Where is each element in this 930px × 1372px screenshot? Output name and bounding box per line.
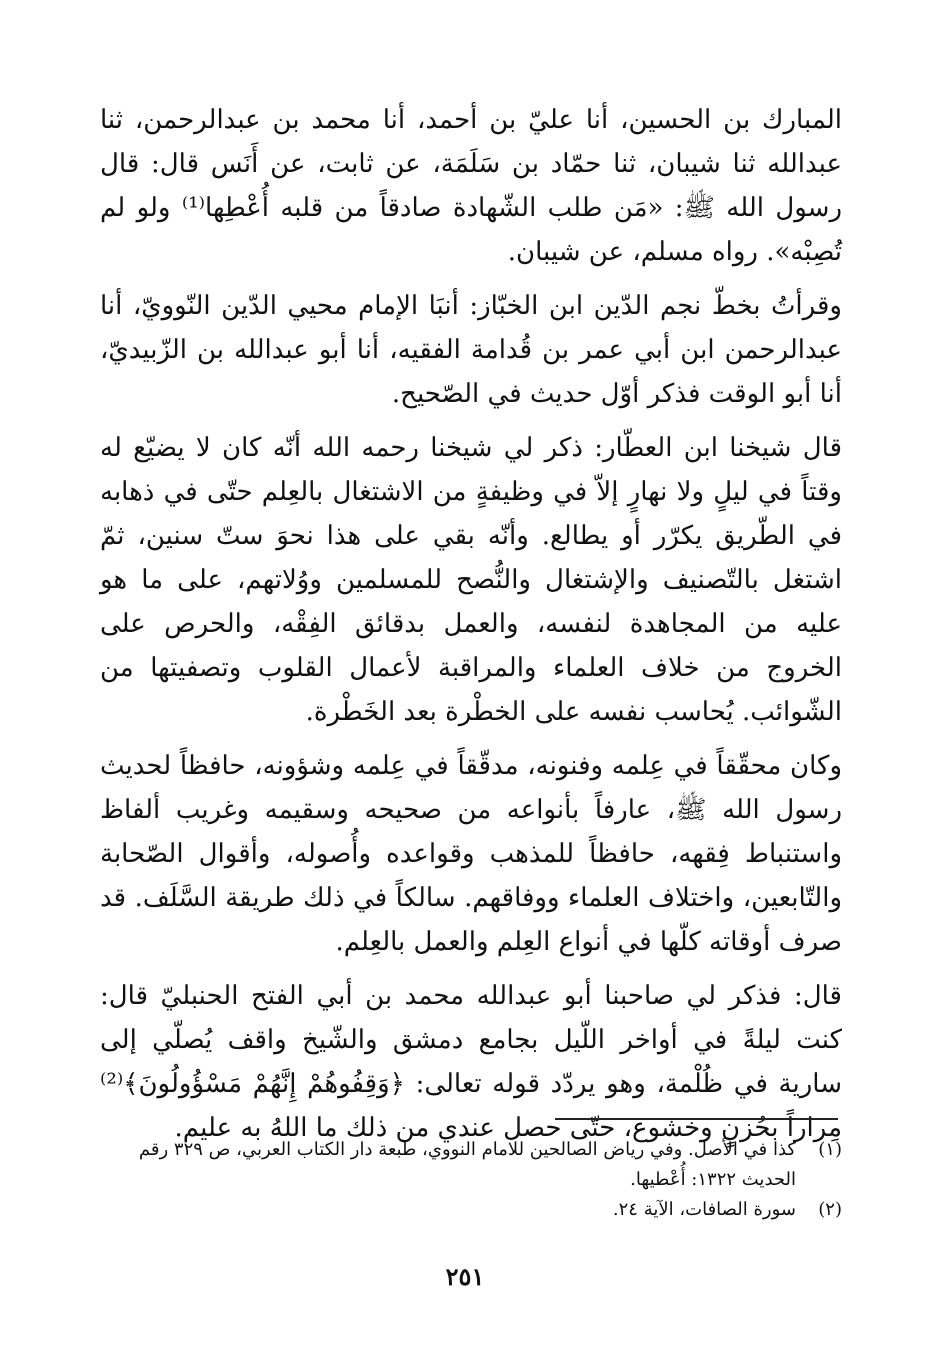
footnote-item [100,1135,842,1195]
footnote-item [100,1195,842,1225]
paragraph-ibn-attar: قال شيخنا ابن العطّار: ذكر لي شيخنا رحمه الله أنّه كان لا يضيّع له وقتاً في ليلٍ ولا نهارٍ إلاّ في وظيفةٍ من الاشتغال بالعِلم حتّى في ذهابه في الطّريق يكرّر أو يطالع. وأنّه بقي على هذا نحوَ ستّ سنين، ثمّ اشتغل بالتّصنيف والإشتغال والنُّصح للمسلمين ووُلاتهم، على ما هو عليه من المجاهدة لنفسه، والعمل بدقائق الفِقْه، والحرص على الخروج من خلاف العلماء والمراقبة لأعمال القلوب وتصفيتها من الشّوائب. يُحاسب نفسه على الخطْرة بعد الخَطْرة. [100,433,842,727]
footnote-divider [555,1118,838,1120]
paragraph-reading: وقرأتُ بخطّ نجم الدّين ابن الخبّاز: أنبَا الإمام محيي الدّين النّوويّ، أنا عبدالرحمن ابن أبي عمر بن قُدامة الفقيه، أنا أبو عبدالله بن الزّبيديّ، أنا أبو الوقت فذكر أوّل حديث في الصّحيح. [100,291,842,409]
paragraph-isnad: المبارك بن الحسين، أنا عليّ بن أحمد، أنا محمد بن عبدالرحمن، ثنا عبدالله ثنا شيبان، ثنا حمّاد بن سَلَمَة، عن ثابت، عن أَنَس قال: قال رسول الله ﷺ: «مَن طلب الشّهادة صادقاً من قلبه أُعْطِها⁽¹⁾ ولو لم تُصِبْه». رواه مسلم، عن شيبان. [100,105,842,267]
page-number: ٢٥١ [445,1262,485,1291]
footnotes [100,1135,842,1225]
footnote-text: سورة الصافات، الآية ٢٤. [612,1199,796,1220]
paragraph-scholarship: وكان محقّقاً في عِلمه وفنونه، مدقّقاً في عِلمه وشؤونه، حافظاً لحديث رسول الله ﷺ، عارفاً بأنواعه من صحيحه وسقيمه وغريب ألفاظ واستنباط فِقهه، حافظاً للمذهب وقواعده وأُصوله، وأقوال الصّحابة والتّابعين، واختلاف العلماء ووفاقهم. سالكاً في ذلك طريقة السَّلَف. قد صرف أوقاته كلّها في أنواع العِلم والعمل بالعِلم. [100,751,842,957]
footnote-text: كذا في الأصل. وفي رياض الصالحين للامام النووي، طبعة دار الكتاب العربي، ص ٣٢٩ رقم الحديث ١٣٢٢: أُعْطيها. [138,1139,796,1190]
page-body [100,98,842,1160]
footnote-number: (١) [818,1139,842,1160]
paragraph-anecdote: قال: فذكر لي صاحبنا أبو عبدالله محمد بن أبي الفتح الحنبليّ قال: كنت ليلةً في أواخر اللّيل بجامع دمشق والشّيخ واقف يُصلّي إلى سارية في ظُلْمة، وهو يردّد قوله تعالى: ﴿وَقِفُوهُمْ إِنَّهُمْ مَسْؤُولُونَ﴾⁽²⁾ مِراراً بحُزنٍ وخشوع، حتّى حصل عندي من ذلك ما اللهُ به عليم. [100,981,842,1143]
footnote-number: (٢) [818,1199,842,1220]
